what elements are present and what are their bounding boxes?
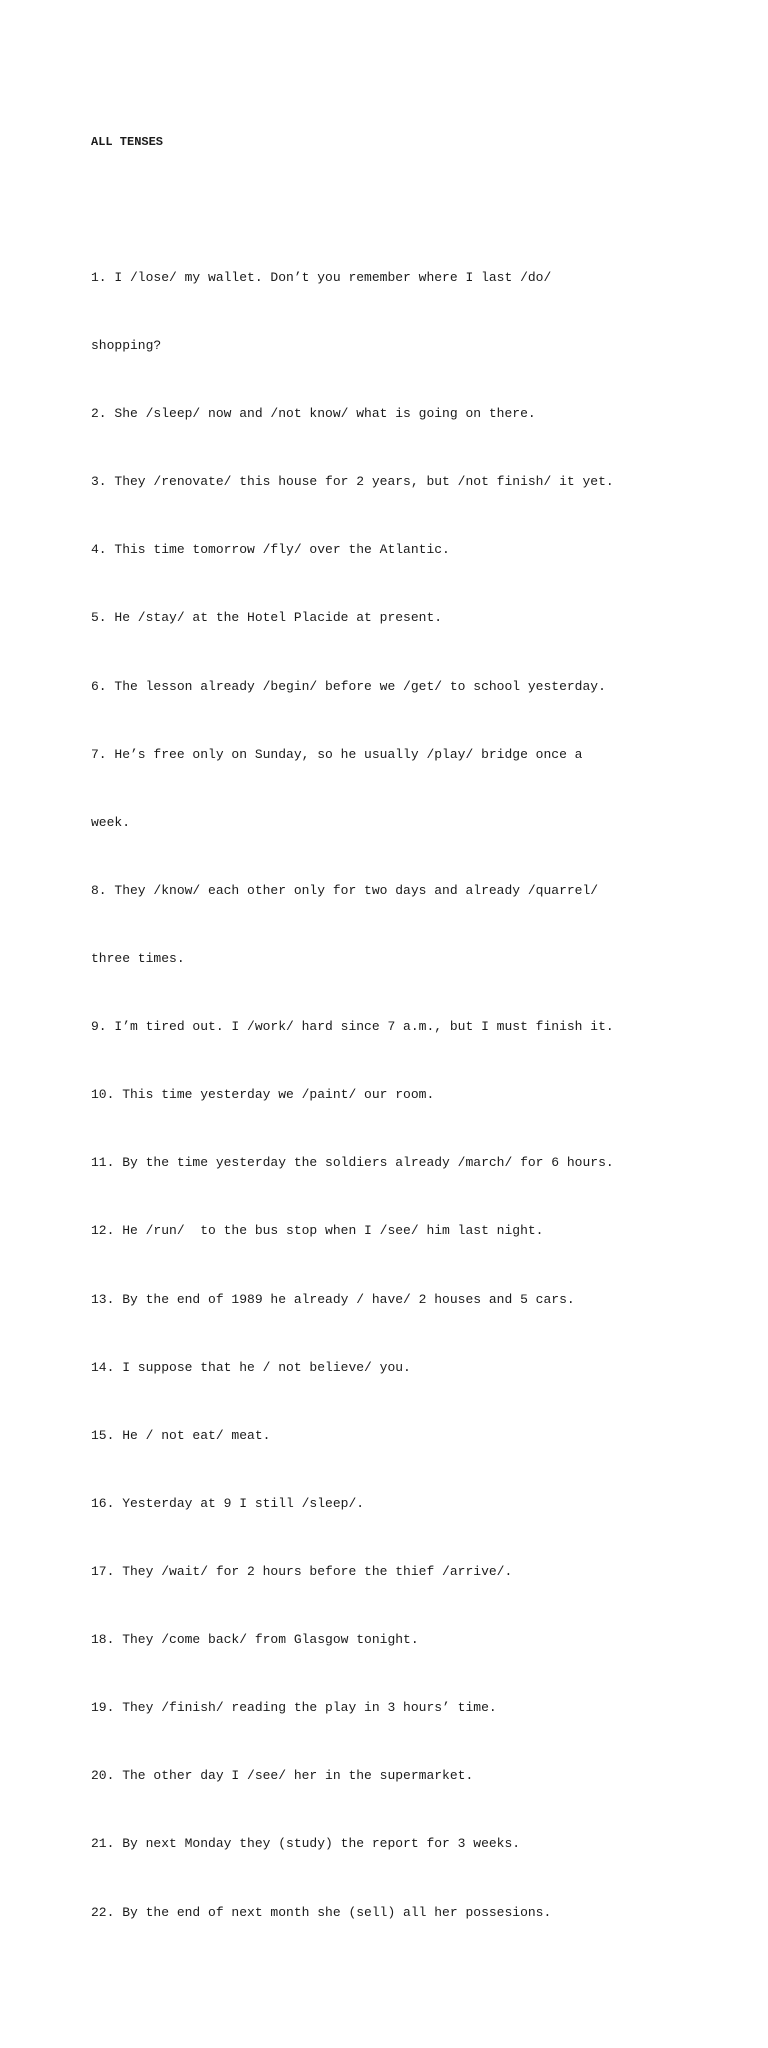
exercise-list xyxy=(91,222,691,2016)
document-body xyxy=(91,86,691,2048)
document-title: ALL TENSES xyxy=(91,135,164,150)
exercise-line: week. xyxy=(91,814,131,830)
exercise-line: 19. They /finish/ reading the play in 3 hours’ time. xyxy=(91,1700,497,1716)
exercise-line: 2. She /sleep/ now and /not know/ what is going on there. xyxy=(91,406,536,422)
exercise-line: 8. They /know/ each other only for two days and already /quarrel/ xyxy=(91,882,599,898)
exercise-line: 5. He /stay/ at the Hotel Placide at present. xyxy=(91,610,443,626)
exercise-line: 18. They /come back/ from Glasgow tonight. xyxy=(91,1632,419,1648)
exercise-line: 1. I /lose/ my wallet. Don’t you remember where I last /do/ xyxy=(91,269,552,285)
exercise-line: 16. Yesterday at 9 I still /sleep/. xyxy=(91,1495,365,1511)
exercise-line: 12. He /run/ to the bus stop when I /see/ him last night. xyxy=(91,1223,544,1239)
exercise-line: three times. xyxy=(91,951,185,967)
exercise-line: 20. The other day I /see/ her in the supermarket. xyxy=(91,1768,474,1784)
exercise-line: 11. By the time yesterday the soldiers already /march/ for 6 hours. xyxy=(91,1155,614,1171)
exercise-line: shopping? xyxy=(91,338,162,354)
exercise-line: 3. They /renovate/ this house for 2 years, but /not finish/ it yet. xyxy=(91,474,614,490)
exercise-line: 10. This time yesterday we /paint/ our room. xyxy=(91,1087,435,1103)
exercise-line: 17. They /wait/ for 2 hours before the thief /arrive/. xyxy=(91,1564,513,1579)
exercise-line: 14. I suppose that he / not believe/ you. xyxy=(91,1359,411,1375)
exercise-line: 13. By the end of 1989 he already / have/ 2 houses and 5 cars. xyxy=(91,1291,575,1307)
exercise-line: 6. The lesson already /begin/ before we /get/ to school yesterday. xyxy=(91,678,606,694)
exercise-line: 7. He’s free only on Sunday, so he usually /play/ bridge once a xyxy=(91,746,583,762)
exercise-line: 15. He / not eat/ meat. xyxy=(91,1427,271,1443)
exercise-line: 9. I’m tired out. I /work/ hard since 7 a.m., but I must finish it. xyxy=(91,1019,614,1035)
exercise-line: 4. This time tomorrow /fly/ over the Atlantic. xyxy=(91,542,450,558)
exercise-line: 22. By the end of next month she (sell) all her possesions. xyxy=(91,1904,552,1920)
exercise-line: 21. By next Monday they (study) the report for 3 weeks. xyxy=(91,1836,521,1852)
